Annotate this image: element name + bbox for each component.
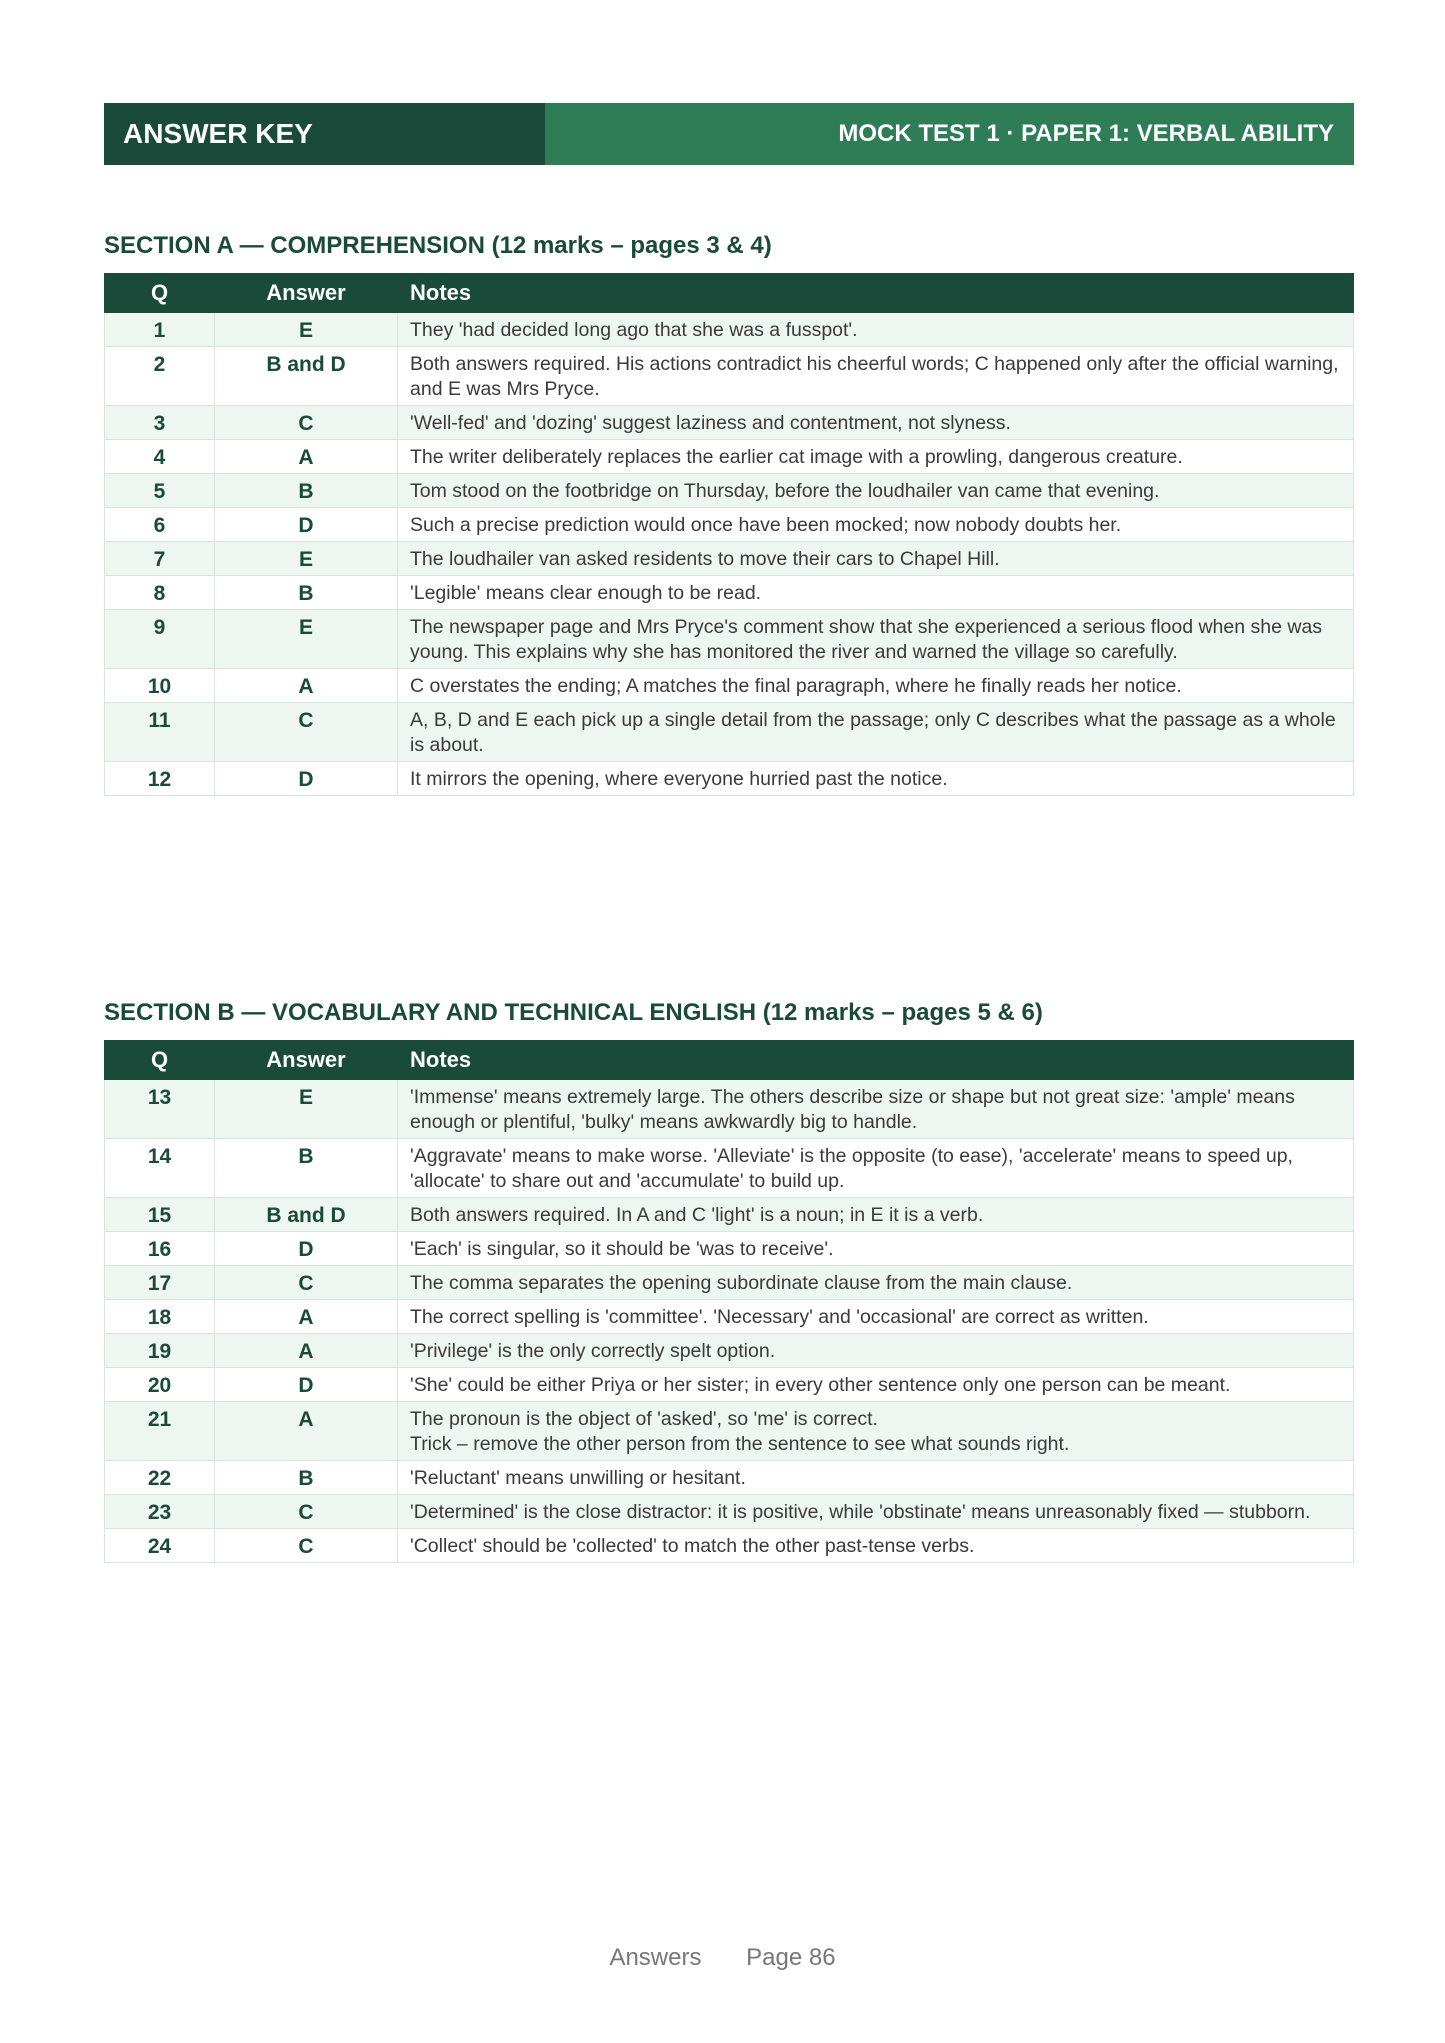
question-number: 7	[105, 542, 215, 576]
answer-cell: B and D	[215, 347, 398, 406]
note-line: Both answers required. In A and C 'light' is a noun; in E it is a verb.	[410, 1204, 984, 1226]
section-a-title: SECTION A — COMPREHENSION (12 marks – pages 3 & 4)	[104, 232, 772, 259]
table-row	[105, 1402, 1354, 1461]
question-number: 3	[105, 406, 215, 440]
answer-cell: B	[215, 576, 398, 610]
table-row	[105, 1080, 1354, 1139]
question-number: 19	[105, 1334, 215, 1368]
note-line: 'Each' is singular, so it should be 'was to receive'.	[410, 1238, 834, 1260]
question-number: 5	[105, 474, 215, 508]
notes-cell	[398, 1529, 1354, 1563]
note-line: 'Aggravate' means to make worse. 'Alleviate' is the opposite (to ease), 'accelerate' means to speed up, 'allocate' to share out and 'accumulate' to build up.	[410, 1145, 1293, 1192]
answer-cell: C	[215, 1266, 398, 1300]
answer-cell: D	[215, 762, 398, 796]
answer-column-header: Answer	[215, 1041, 398, 1080]
question-number: 13	[105, 1080, 215, 1139]
notes-cell	[398, 703, 1354, 762]
note-line: Both answers required. His actions contradict his cheerful words; C happened only after the official warning, and E was Mrs Pryce.	[410, 353, 1339, 400]
question-number: 16	[105, 1232, 215, 1266]
notes-cell	[398, 1232, 1354, 1266]
note-line: It mirrors the opening, where everyone hurried past the notice.	[410, 768, 948, 790]
table-row	[105, 474, 1354, 508]
table-row	[105, 406, 1354, 440]
answer-cell: A	[215, 1402, 398, 1461]
note-line: 'Collect' should be 'collected' to match the other past-tense verbs.	[410, 1535, 975, 1557]
section-b-title: SECTION B — VOCABULARY AND TECHNICAL ENGLISH (12 marks – pages 5 & 6)	[104, 999, 1043, 1026]
table-row	[105, 576, 1354, 610]
answer-cell: A	[215, 440, 398, 474]
table-row	[105, 1495, 1354, 1529]
notes-cell	[398, 1334, 1354, 1368]
notes-cell	[398, 1368, 1354, 1402]
notes-cell	[398, 313, 1354, 347]
note-line: 'Well-fed' and 'dozing' suggest laziness and contentment, not slyness.	[410, 412, 1011, 434]
q-column-header: Q	[105, 1041, 215, 1080]
answer-cell: E	[215, 313, 398, 347]
note-line: The pronoun is the object of 'asked', so 'me' is correct.	[410, 1408, 878, 1430]
note-line: C overstates the ending; A matches the final paragraph, where he finally reads her notice.	[410, 675, 1182, 697]
note-line: The newspaper page and Mrs Pryce's comment show that she experienced a serious flood when she was young. This explains why she has monitored the river and warned the village so carefully.	[410, 616, 1323, 663]
answer-cell: B and D	[215, 1198, 398, 1232]
note-line: 'Determined' is the close distractor: it is positive, while 'obstinate' means unreasonably fixed — stubborn.	[410, 1501, 1311, 1523]
answer-cell: C	[215, 1529, 398, 1563]
notes-cell	[398, 542, 1354, 576]
notes-cell	[398, 1198, 1354, 1232]
notes-column-header: Notes	[398, 1041, 1354, 1080]
question-number: 9	[105, 610, 215, 669]
question-number: 8	[105, 576, 215, 610]
notes-cell	[398, 1495, 1354, 1529]
table-row	[105, 440, 1354, 474]
answer-cell: A	[215, 1334, 398, 1368]
notes-cell	[398, 610, 1354, 669]
question-number: 4	[105, 440, 215, 474]
notes-cell	[398, 1080, 1354, 1139]
table-row	[105, 1300, 1354, 1334]
table-row	[105, 508, 1354, 542]
table-row	[105, 610, 1354, 669]
notes-cell	[398, 474, 1354, 508]
question-number: 21	[105, 1402, 215, 1461]
table-row	[105, 542, 1354, 576]
note-line: 'Privilege' is the only correctly spelt option.	[410, 1340, 776, 1362]
answer-cell: B	[215, 1461, 398, 1495]
answer-cell: D	[215, 1368, 398, 1402]
question-number: 20	[105, 1368, 215, 1402]
notes-cell	[398, 669, 1354, 703]
notes-cell	[398, 1266, 1354, 1300]
notes-cell	[398, 576, 1354, 610]
question-number: 14	[105, 1139, 215, 1198]
notes-cell	[398, 1461, 1354, 1495]
table-row	[105, 1198, 1354, 1232]
notes-column-header: Notes	[398, 274, 1354, 313]
notes-cell	[398, 347, 1354, 406]
test-title: MOCK TEST 1 · PAPER 1: VERBAL ABILITY	[545, 103, 1354, 165]
page-header	[104, 103, 1354, 165]
notes-cell	[398, 1300, 1354, 1334]
answer-cell: E	[215, 1080, 398, 1139]
note-line: They 'had decided long ago that she was a fusspot'.	[410, 319, 858, 341]
section-b-rows	[105, 1080, 1354, 1563]
question-number: 1	[105, 313, 215, 347]
question-number: 22	[105, 1461, 215, 1495]
notes-cell	[398, 440, 1354, 474]
note-line: A, B, D and E each pick up a single detail from the passage; only C describes what the passage as a whole is about.	[410, 709, 1336, 756]
note-line: The writer deliberately replaces the earlier cat image with a prowling, dangerous creature.	[410, 446, 1183, 468]
table-row	[105, 1139, 1354, 1198]
note-line: The comma separates the opening subordinate clause from the main clause.	[410, 1272, 1073, 1294]
note-line: 'Legible' means clear enough to be read.	[410, 582, 762, 604]
table-header-row	[105, 1041, 1354, 1080]
note-line: Tom stood on the footbridge on Thursday, before the loudhailer van came that evening.	[410, 480, 1160, 502]
notes-cell	[398, 1402, 1354, 1461]
notes-cell	[398, 1139, 1354, 1198]
question-number: 10	[105, 669, 215, 703]
table-row	[105, 1266, 1354, 1300]
notes-cell	[398, 406, 1354, 440]
page-number: Page 86	[746, 1944, 836, 1971]
note-line: The correct spelling is 'committee'. 'Necessary' and 'occasional' are correct as written.	[410, 1306, 1149, 1328]
section-a-rows	[105, 313, 1354, 796]
answer-cell: A	[215, 669, 398, 703]
question-number: 17	[105, 1266, 215, 1300]
question-number: 24	[105, 1529, 215, 1563]
table-row	[105, 1232, 1354, 1266]
answer-cell: A	[215, 1300, 398, 1334]
answer-cell: D	[215, 508, 398, 542]
answer-cell: C	[215, 703, 398, 762]
table-row	[105, 347, 1354, 406]
note-line: Trick – remove the other person from the sentence to see what sounds right.	[410, 1433, 1070, 1455]
table-row	[105, 669, 1354, 703]
note-line: The loudhailer van asked residents to move their cars to Chapel Hill.	[410, 548, 1000, 570]
note-line: 'She' could be either Priya or her sister; in every other sentence only one person can be meant.	[410, 1374, 1231, 1396]
table-row	[105, 703, 1354, 762]
footer-label: Answers	[609, 1944, 702, 1971]
section-a-table	[104, 273, 1354, 796]
answer-cell: E	[215, 542, 398, 576]
section-b-table	[104, 1040, 1354, 1563]
table-row	[105, 1334, 1354, 1368]
q-column-header: Q	[105, 274, 215, 313]
question-number: 23	[105, 1495, 215, 1529]
note-line: 'Reluctant' means unwilling or hesitant.	[410, 1467, 746, 1489]
answer-cell: B	[215, 474, 398, 508]
answer-cell: C	[215, 1495, 398, 1529]
note-line: Such a precise prediction would once have been mocked; now nobody doubts her.	[410, 514, 1122, 536]
answer-cell: B	[215, 1139, 398, 1198]
notes-cell	[398, 762, 1354, 796]
answer-key-title: ANSWER KEY	[104, 103, 545, 165]
table-row	[105, 313, 1354, 347]
table-row	[105, 1368, 1354, 1402]
answer-cell: D	[215, 1232, 398, 1266]
note-line: 'Immense' means extremely large. The others describe size or shape but not great size: 'ample' means enough or plentiful, 'bulky' means awkwardly big to handle.	[410, 1086, 1295, 1133]
table-row	[105, 1529, 1354, 1563]
table-header-row	[105, 274, 1354, 313]
question-number: 2	[105, 347, 215, 406]
notes-cell	[398, 508, 1354, 542]
answer-cell: E	[215, 610, 398, 669]
question-number: 15	[105, 1198, 215, 1232]
answer-column-header: Answer	[215, 274, 398, 313]
question-number: 18	[105, 1300, 215, 1334]
page-footer	[0, 1944, 1445, 1972]
question-number: 11	[105, 703, 215, 762]
table-row	[105, 1461, 1354, 1495]
answer-cell: C	[215, 406, 398, 440]
question-number: 12	[105, 762, 215, 796]
question-number: 6	[105, 508, 215, 542]
table-row	[105, 762, 1354, 796]
